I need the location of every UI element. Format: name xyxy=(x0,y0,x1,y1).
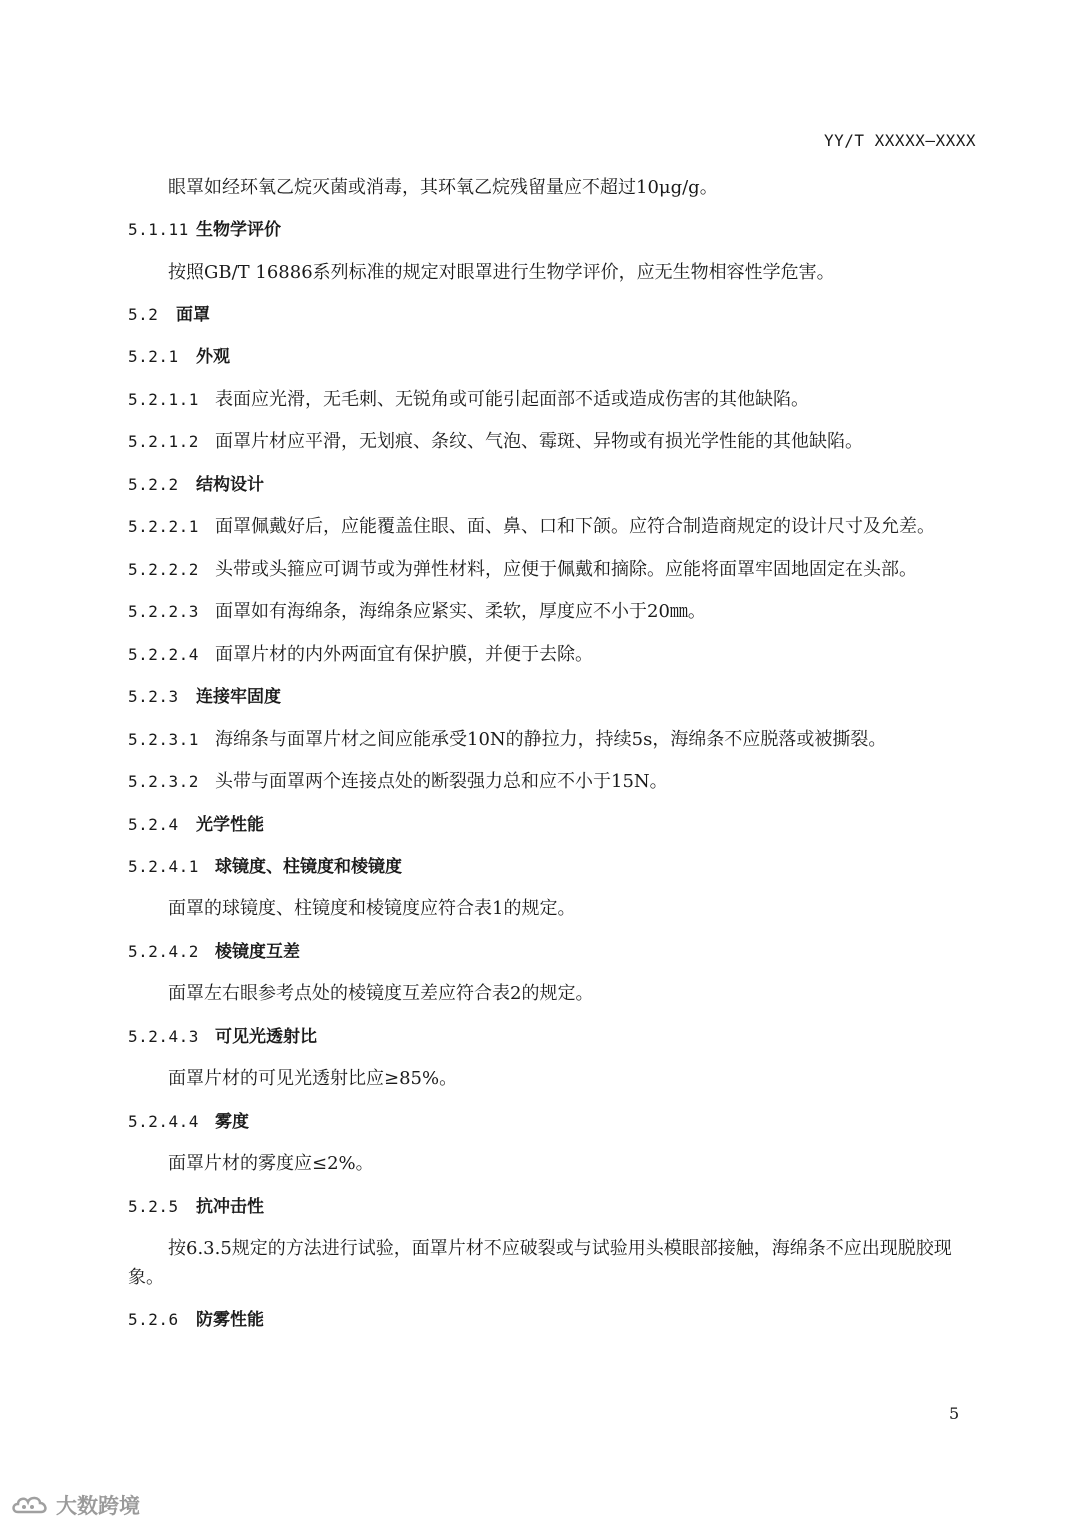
section-number: 5.1.11 xyxy=(128,220,189,239)
subsection-title: 可见光透射比 xyxy=(215,1027,317,1047)
clause-item xyxy=(128,725,980,755)
section-title: 光学性能 xyxy=(196,815,264,835)
subsection-title: 雾度 xyxy=(215,1112,249,1132)
paragraph-text: 按6.3.5规定的方法进行试验，面罩片材不应破裂或与试验用头模眼部接触，海绵条不应出现脱胶现象。 xyxy=(128,1238,952,1288)
subsection-title: 球镜度、柱镜度和棱镜度 xyxy=(215,857,402,877)
page-number: 5 xyxy=(949,1404,960,1423)
clause-text: 面罩如有海绵条，海绵条应紧实、柔软，厚度应不小于20㎜。 xyxy=(215,601,706,622)
section-number: 5.2 xyxy=(128,305,159,324)
clause-number: 5.2.4.3 xyxy=(128,1027,199,1046)
clause-item xyxy=(128,512,980,542)
clause-number: 5.2.2.2 xyxy=(128,560,199,579)
clause-number: 5.2.2.1 xyxy=(128,517,199,536)
clause-number: 5.2.4.2 xyxy=(128,942,199,961)
standard-code: YY/T XXXXX—XXXX xyxy=(824,131,976,150)
subsection-heading xyxy=(128,852,980,882)
clause-text: 面罩片材的内外两面宜有保护膜，并便于去除。 xyxy=(215,644,593,665)
paragraph-text: 按照GB/T 16886系列标准的规定对眼罩进行生物学评价，应无生物相容性学危害。 xyxy=(168,262,835,283)
clause-text: 面罩片材应平滑，无划痕、条纹、气泡、霉斑、异物或有损光学性能的其他缺陷。 xyxy=(215,431,863,452)
paragraph-text: 眼罩如经环氧乙烷灭菌或消毒，其环氧乙烷残留量应不超过10μg/g。 xyxy=(168,177,718,198)
clause-number: 5.2.4.4 xyxy=(128,1112,199,1131)
subsection-heading xyxy=(128,937,980,967)
clause-number: 5.2.3.1 xyxy=(128,730,199,749)
clause-item xyxy=(128,555,980,585)
section-number: 5.2.5 xyxy=(128,1197,179,1216)
clause-text: 表面应光滑，无毛刺、无锐角或可能引起面部不适或造成伤害的其他缺陷。 xyxy=(215,389,809,410)
clause-number: 5.2.1.2 xyxy=(128,432,199,451)
section-number: 5.2.3 xyxy=(128,687,179,706)
clause-number: 5.2.1.1 xyxy=(128,390,199,409)
paragraph xyxy=(168,1149,980,1179)
paragraph xyxy=(168,894,980,924)
section-title: 外观 xyxy=(196,347,230,367)
section-heading xyxy=(128,1192,980,1222)
clause-item xyxy=(128,767,980,797)
section-heading xyxy=(128,300,980,330)
clause-text: 海绵条与面罩片材之间应能承受10N的静拉力，持续5s，海绵条不应脱落或被撕裂。 xyxy=(215,729,887,750)
section-title: 连接牢固度 xyxy=(196,687,281,707)
section-title: 结构设计 xyxy=(196,475,264,495)
clause-text: 头带与面罩两个连接点处的断裂强力总和应不小于15N。 xyxy=(215,771,668,792)
section-title: 生物学评价 xyxy=(196,220,281,240)
section-heading xyxy=(128,342,980,372)
paragraph xyxy=(168,173,980,203)
cloud-logo-icon xyxy=(10,1494,52,1516)
subsection-heading xyxy=(128,1022,980,1052)
section-title: 抗冲击性 xyxy=(196,1197,264,1217)
clause-number: 5.2.3.2 xyxy=(128,772,199,791)
paragraph xyxy=(128,1234,980,1292)
clause-item xyxy=(128,640,980,670)
paragraph-text: 面罩左右眼参考点处的棱镜度互差应符合表2的规定。 xyxy=(168,983,594,1004)
paragraph xyxy=(168,258,980,288)
clause-number: 5.2.4.1 xyxy=(128,857,199,876)
clause-number: 5.2.2.3 xyxy=(128,602,199,621)
clause-item xyxy=(128,427,980,457)
section-heading xyxy=(128,1305,980,1335)
paragraph-text: 面罩片材的雾度应≤2%。 xyxy=(168,1153,374,1174)
subsection-title: 棱镜度互差 xyxy=(215,942,300,962)
clause-text: 面罩佩戴好后，应能覆盖住眼、面、鼻、口和下颌。应符合制造商规定的设计尺寸及允差。 xyxy=(215,516,935,537)
section-number: 5.2.1 xyxy=(128,347,179,366)
paragraph xyxy=(168,979,980,1009)
clause-text: 头带或头箍应可调节或为弹性材料，应便于佩戴和摘除。应能将面罩牢固地固定在头部。 xyxy=(215,559,917,580)
section-number: 5.2.6 xyxy=(128,1310,179,1329)
section-heading xyxy=(128,810,980,840)
paragraph-text: 面罩的球镜度、柱镜度和棱镜度应符合表1的规定。 xyxy=(168,898,576,919)
section-heading xyxy=(128,215,980,245)
section-heading xyxy=(128,682,980,712)
subsection-heading xyxy=(128,1107,980,1137)
section-number: 5.2.4 xyxy=(128,815,179,834)
clause-item xyxy=(128,597,980,627)
section-number: 5.2.2 xyxy=(128,475,179,494)
clause-item xyxy=(128,385,980,415)
watermark xyxy=(10,1490,140,1520)
paragraph xyxy=(168,1064,980,1094)
section-heading xyxy=(128,470,980,500)
section-title: 面罩 xyxy=(176,305,210,325)
paragraph-text: 面罩片材的可见光透射比应≥85%。 xyxy=(168,1068,458,1089)
clause-number: 5.2.2.4 xyxy=(128,645,199,664)
section-title: 防雾性能 xyxy=(196,1310,264,1330)
watermark-text: 大数跨境 xyxy=(56,1494,140,1518)
